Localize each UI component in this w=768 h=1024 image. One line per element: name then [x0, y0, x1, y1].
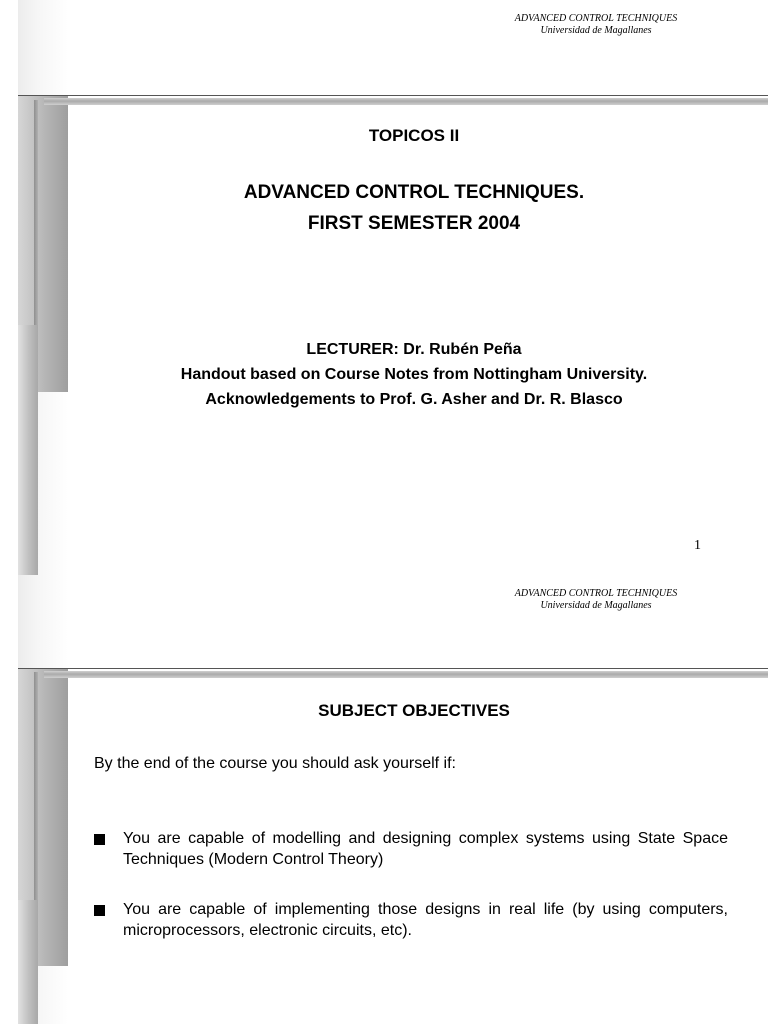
header-line-2: Universidad de Magallanes	[540, 600, 652, 611]
decor-bar-dark	[34, 672, 38, 900]
decor-bar-inner	[18, 900, 38, 1024]
header-line-1: ADVANCED CONTROL TECHNIQUES	[514, 13, 678, 24]
square-bullet-icon	[94, 905, 105, 916]
decor-bar-dark	[34, 100, 38, 325]
intro-text: By the end of the course you should ask yourself if:	[94, 755, 456, 772]
header-bar	[44, 98, 768, 105]
slide-2	[0, 575, 768, 1024]
slide-subtitle-line-1: ADVANCED CONTROL TECHNIQUES.	[243, 182, 585, 203]
header-rule	[18, 95, 768, 96]
lecturer-line: LECTURER: Dr. Rubén Peña	[306, 341, 522, 358]
list-item	[94, 828, 728, 870]
acknowledgements-line: Acknowledgements to Prof. G. Asher and Dr. R. Blasco	[205, 391, 623, 408]
slide-title: TOPICOS II	[368, 126, 460, 145]
square-bullet-icon	[94, 834, 105, 845]
header-bar	[44, 671, 768, 678]
slide-title: SUBJECT OBJECTIVES	[318, 701, 510, 720]
slide-subtitle-line-2: FIRST SEMESTER 2004	[307, 213, 521, 234]
handout-line: Handout based on Course Notes from Nottingham University.	[180, 366, 648, 383]
decor-bar-inner	[18, 325, 38, 575]
list-item-text: You are capable of implementing those designs in real life (by using computers, microprocessors, electronic circuits, etc).	[123, 901, 728, 939]
slide-header	[476, 588, 716, 612]
header-line-2: Universidad de Magallanes	[540, 25, 652, 36]
slide-header	[476, 13, 716, 37]
list-item	[94, 899, 728, 941]
header-rule	[18, 668, 768, 669]
page-number: 1	[694, 538, 701, 553]
list-item-text: You are capable of modelling and designing complex systems using State Space Techniques (Modern Control Theory)	[123, 830, 728, 868]
header-line-1: ADVANCED CONTROL TECHNIQUES	[514, 588, 678, 599]
